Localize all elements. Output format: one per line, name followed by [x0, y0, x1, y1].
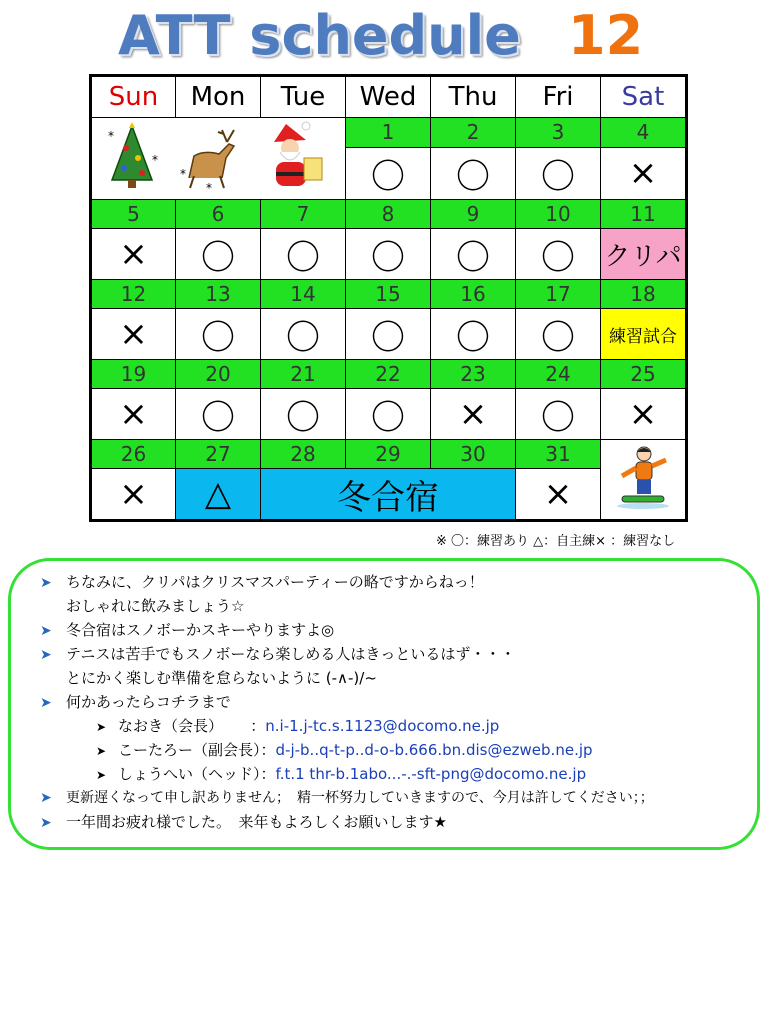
mark-cell: ×: [91, 389, 176, 440]
snowboarder-icon: [608, 442, 678, 512]
sub-arrow-icon: ➤: [96, 720, 107, 734]
date-cell: 30: [431, 440, 516, 469]
date-cell: 2: [431, 118, 516, 148]
mark-cell: 〇: [176, 389, 261, 440]
date-cell: 29: [346, 440, 431, 469]
date-cell: 6: [176, 200, 261, 229]
note-line: おしゃれに飲みましょう☆: [66, 597, 245, 615]
contact-email[interactable]: d-j-b..q-t-p..d-o-b.666.bn.dis@ezweb.ne.jp: [275, 741, 593, 759]
mark-cell: 〇: [516, 309, 601, 360]
week2-marks: [91, 229, 687, 280]
arrow-bullet-icon: ➤: [40, 815, 52, 831]
weekday-fri: Fri: [516, 76, 601, 118]
month-number: 12: [568, 4, 644, 67]
date-cell: 25: [601, 360, 687, 389]
date-cell: 20: [176, 360, 261, 389]
christmas-images: [94, 118, 344, 194]
date-cell: 18: [601, 280, 687, 309]
svg-text:*: *: [107, 129, 114, 143]
contact-line: ➤ なおき（会長） ：n.i-1.j-tc.s.1123@docomo.ne.jp: [96, 717, 500, 735]
mark-cell: 〇: [346, 389, 431, 440]
svg-text:*: *: [179, 167, 186, 181]
date-cell: 16: [431, 280, 516, 309]
svg-text:*: *: [151, 153, 158, 167]
date-cell: 8: [346, 200, 431, 229]
date-cell: 5: [91, 200, 176, 229]
mark-cell-self-practice: △: [176, 469, 261, 521]
date-cell: 1: [346, 118, 431, 148]
mark-cell: ×: [431, 389, 516, 440]
date-cell: 13: [176, 280, 261, 309]
arrow-bullet-icon: ➤: [40, 695, 52, 711]
week4-marks: [91, 389, 687, 440]
date-cell: 31: [516, 440, 601, 469]
date-cell: 23: [431, 360, 516, 389]
christmas-tree-icon: [108, 122, 158, 188]
week2-dates: [91, 200, 687, 229]
mark-cell: ×: [91, 469, 176, 521]
date-cell: 21: [261, 360, 346, 389]
date-cell: 26: [91, 440, 176, 469]
date-cell: 3: [516, 118, 601, 148]
note-line: ➤ ちなみに、クリパはクリスマスパーティーの略ですからねっ！: [40, 573, 484, 591]
note-line: ➤ 何かあったらコチラまで: [40, 693, 231, 711]
page-title: ATT schedule: [118, 4, 521, 67]
date-cell: 24: [516, 360, 601, 389]
christmas-illustration: [91, 118, 346, 200]
weekday-header-row: [91, 76, 687, 118]
event-christmas-party: クリパ: [601, 229, 687, 280]
mark-cell: 〇: [346, 229, 431, 280]
svg-text:*: *: [205, 181, 212, 194]
date-cell: 17: [516, 280, 601, 309]
sub-arrow-icon: ➤: [96, 768, 107, 782]
mark-cell: ×: [601, 389, 687, 440]
note-line: ➤ 更新遅くなって申し訳ありません； 精一杯努力していきますので、今月は許してください；；: [40, 790, 654, 806]
week1-dates: [91, 118, 687, 148]
week5-dates: [91, 440, 687, 469]
mark-cell: 〇: [261, 389, 346, 440]
note-line: ➤ 冬合宿はスノボーかスキーやりますよ◎: [40, 621, 335, 639]
legend-note: ※ 〇：練習あり △：自主練× ：練習なし: [436, 534, 676, 549]
date-cell: 19: [91, 360, 176, 389]
contact-email[interactable]: n.i-1.j-tc.s.1123@docomo.ne.jp: [265, 717, 500, 735]
date-cell: 7: [261, 200, 346, 229]
weekday-thu: Thu: [431, 76, 516, 118]
snowboard-illustration: [601, 440, 687, 521]
mark-cell: 〇: [261, 229, 346, 280]
reindeer-icon: [180, 130, 234, 194]
date-cell: 11: [601, 200, 687, 229]
mark-cell: ×: [601, 147, 687, 199]
date-cell: 12: [91, 280, 176, 309]
date-cell: 4: [601, 118, 687, 148]
event-winter-camp: 冬合宿: [261, 469, 516, 521]
mark-cell: 〇: [516, 389, 601, 440]
week4-dates: [91, 360, 687, 389]
note-line: とにかく楽しむ準備を怠らないように (-∧-)/~: [66, 669, 377, 687]
contact-line: ➤ しょうへい（ヘッド）：f.t.1 thr-b.1abo...-.-sft-png@docomo.ne.jp: [96, 765, 587, 783]
arrow-bullet-icon: ➤: [40, 623, 52, 639]
date-cell: 22: [346, 360, 431, 389]
date-cell: 9: [431, 200, 516, 229]
mark-cell: ×: [91, 229, 176, 280]
mark-cell: 〇: [261, 309, 346, 360]
note-line: ➤ 一年間お疲れ様でした。 来年もよろしくお願いします★: [40, 813, 447, 831]
weekday-wed: Wed: [346, 76, 431, 118]
contact-email[interactable]: f.t.1 thr-b.1abo...-.-sft-png@docomo.ne.jp: [275, 765, 587, 783]
event-practice-match: 練習試合: [601, 309, 687, 360]
santa-icon: [274, 122, 322, 186]
weekday-tue: Tue: [261, 76, 346, 118]
weekday-sun: Sun: [91, 76, 176, 118]
calendar-table: [89, 74, 688, 522]
date-cell: 28: [261, 440, 346, 469]
date-cell: 10: [516, 200, 601, 229]
sub-arrow-icon: ➤: [96, 744, 107, 758]
week3-marks: [91, 309, 687, 360]
header: [0, 0, 768, 72]
date-cell: 15: [346, 280, 431, 309]
arrow-bullet-icon: ➤: [40, 790, 52, 806]
mark-cell: 〇: [516, 147, 601, 199]
mark-cell: ×: [91, 309, 176, 360]
week3-dates: [91, 280, 687, 309]
contact-line: ➤ こーたろー（副会長）：d-j-b..q-t-p..d-o-b.666.bn.dis@ezweb.ne.jp: [96, 741, 593, 759]
arrow-bullet-icon: ➤: [40, 575, 52, 591]
date-cell: 14: [261, 280, 346, 309]
note-line: ➤ テニスは苦手でもスノボーなら楽しめる人はきっといるはず・・・: [40, 645, 516, 663]
mark-cell: 〇: [516, 229, 601, 280]
mark-cell: 〇: [431, 147, 516, 199]
weekday-mon: Mon: [176, 76, 261, 118]
mark-cell: ×: [516, 469, 601, 521]
date-cell: 27: [176, 440, 261, 469]
arrow-bullet-icon: ➤: [40, 647, 52, 663]
mark-cell: 〇: [431, 309, 516, 360]
mark-cell: 〇: [176, 229, 261, 280]
mark-cell: 〇: [346, 147, 431, 199]
week5-marks: [91, 469, 687, 521]
mark-cell: 〇: [346, 309, 431, 360]
mark-cell: 〇: [176, 309, 261, 360]
mark-cell: 〇: [431, 229, 516, 280]
weekday-sat: Sat: [601, 76, 687, 118]
